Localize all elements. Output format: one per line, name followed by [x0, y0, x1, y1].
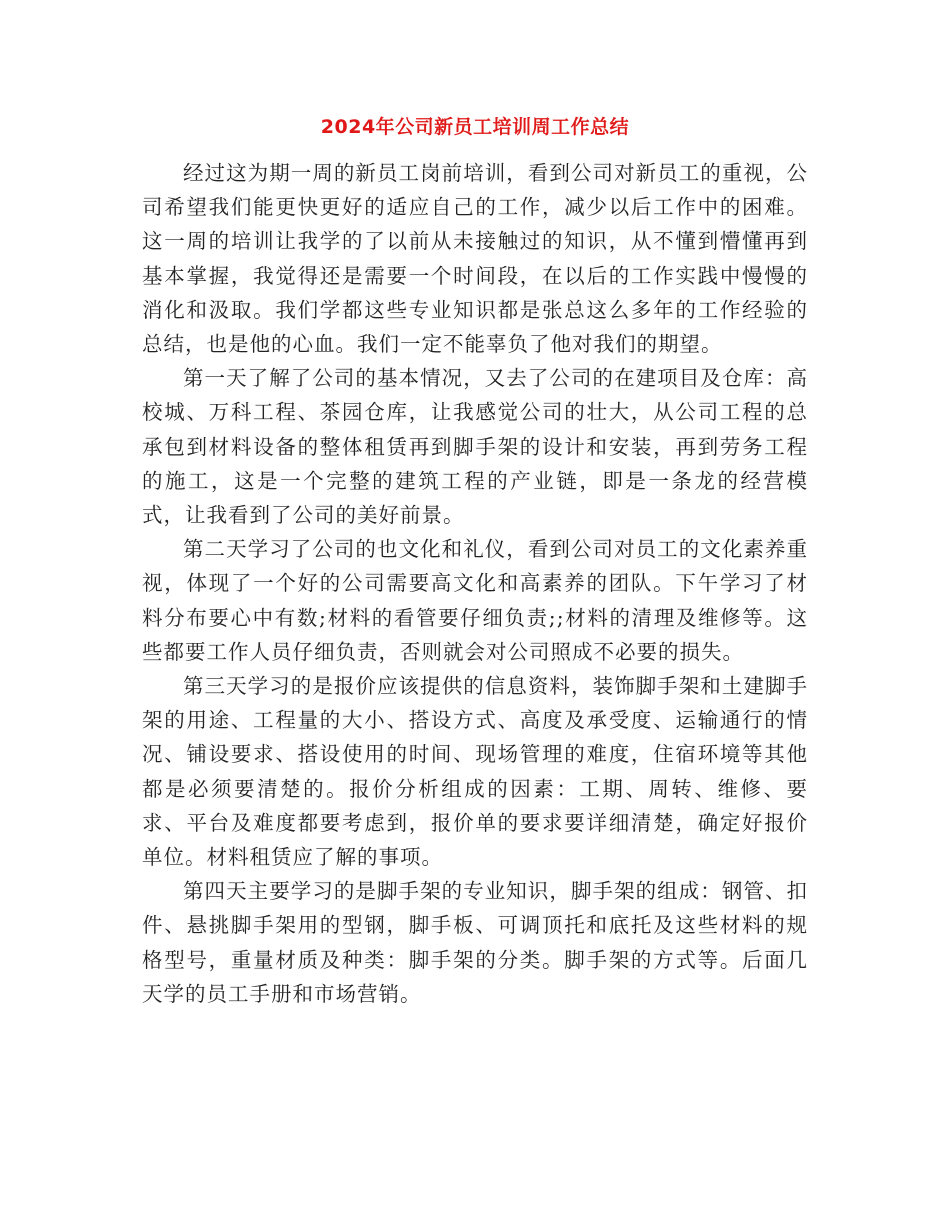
- document-body: [142, 156, 808, 1011]
- paragraph-day-four: 第四天主要学习的是脚手架的专业知识，脚手架的组成：钢管、扣件、悬挑脚手架用的型钢，脚手板、可调顶托和底托及这些材料的规格型号，重量材质及种类：脚手架的分类。脚手架的方式等。后面几天学的员工手册和市场营销。: [142, 879, 808, 1006]
- document-title: 2024年公司新员工培训周工作总结: [320, 116, 630, 138]
- paragraph-day-one: 第一天了解了公司的基本情况，又去了公司的在建项目及仓库：高校城、万科工程、茶园仓库，让我感觉公司的壮大，从公司工程的总承包到材料设备的整体租赁再到脚手架的设计和安装，再到劳务工程的施工，这是一个完整的建筑工程的产业链，即是一条龙的经营模式，让我看到了公司的美好前景。: [142, 366, 808, 528]
- paragraph-day-two: 第二天学习了公司的也文化和礼仪，看到公司对员工的文化素养重视，体现了一个好的公司需要高文化和高素养的团队。下午学习了材料分布要心中有数;材料的看管要仔细负责;;材料的清理及维修等。这些都要工作人员仔细负责，否则就会对公司照成不必要的损失。: [142, 537, 808, 664]
- paragraph-intro: 经过这为期一周的新员工岗前培训，看到公司对新员工的重视，公司希望我们能更快更好的适应自己的工作，减少以后工作中的困难。这一周的培训让我学的了以前从未接触过的知识，从不懂到懵懂再到基本掌握，我觉得还是需要一个时间段，在以后的工作实践中慢慢的消化和汲取。我们学都这些专业知识都是张总这么多年的工作经验的总结，也是他的心血。我们一定不能辜负了他对我们的期望。: [142, 161, 808, 357]
- paragraph-day-three: 第三天学习的是报价应该提供的信息资料，装饰脚手架和土建脚手架的用途、工程量的大小、搭设方式、高度及承受度、运输通行的情况、铺设要求、搭设使用的时间、现场管理的难度，住宿环境等其他都是必须要清楚的。报价分析组成的因素：工期、周转、维修、要求、平台及难度都要考虑到，报价单的要求要详细清楚，确定好报价单位。材料租赁应了解的事项。: [142, 674, 808, 870]
